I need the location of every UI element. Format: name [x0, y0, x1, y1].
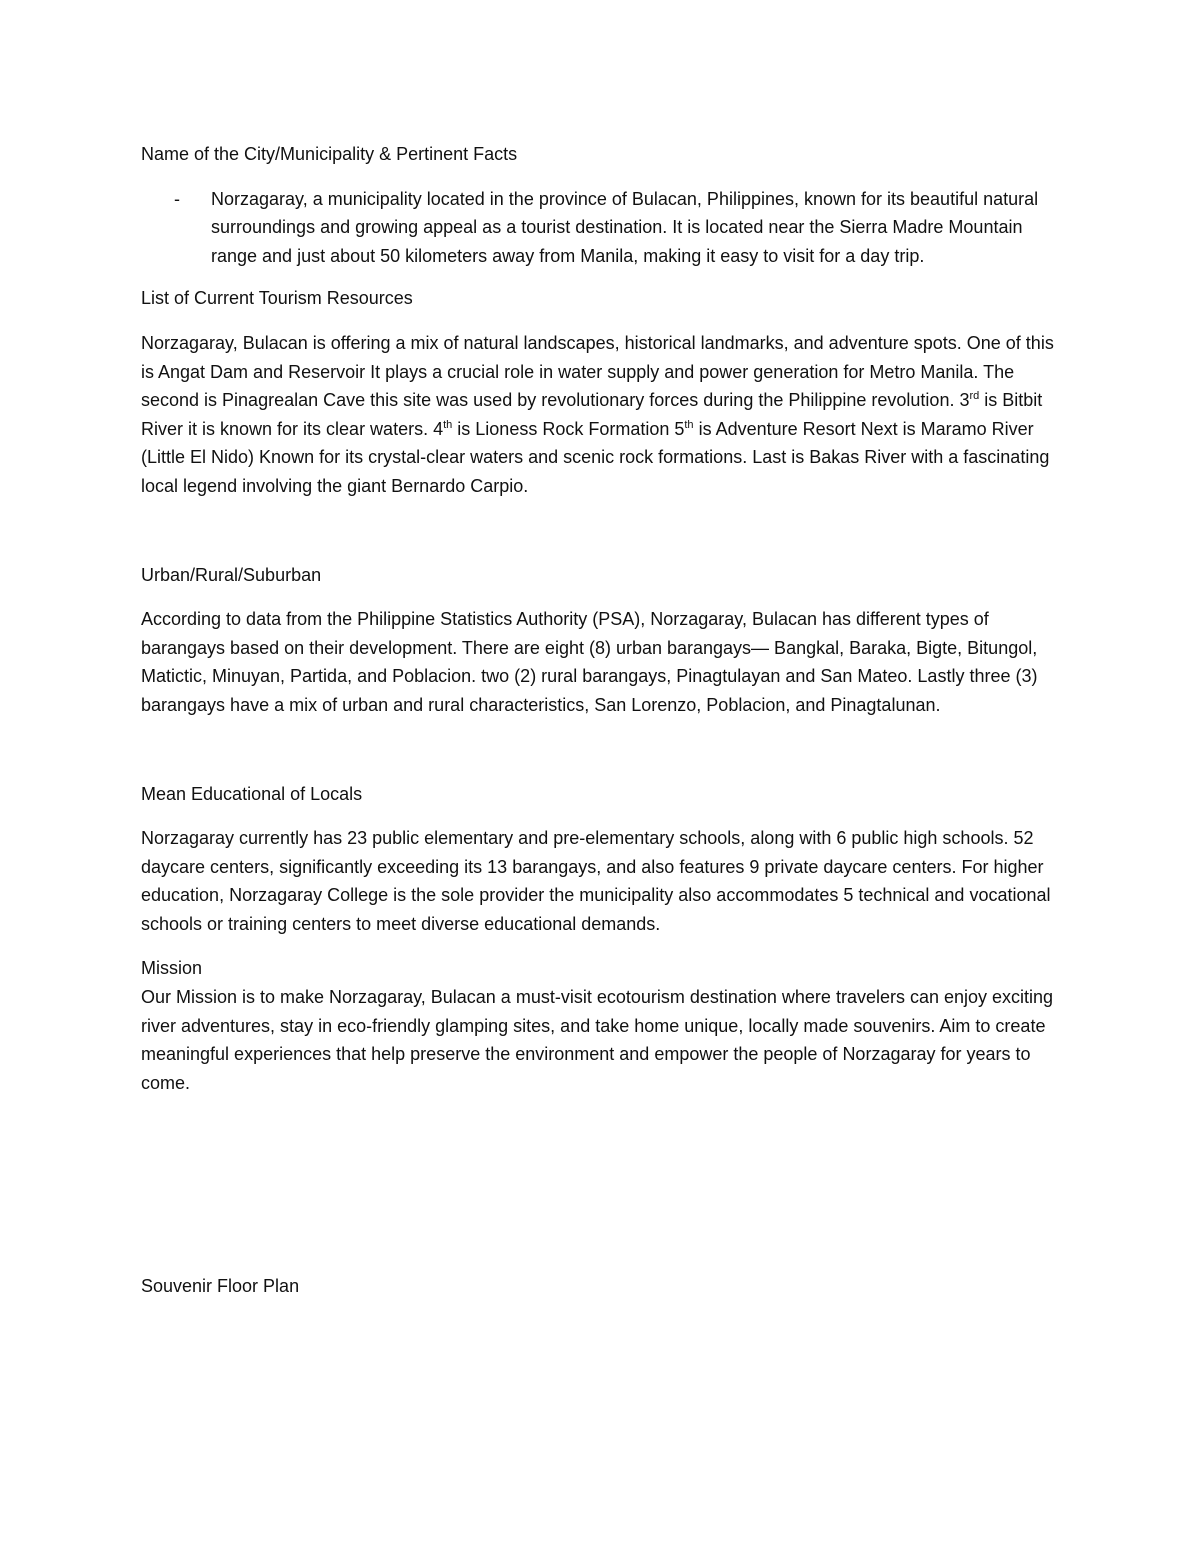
mission-heading: Mission [141, 958, 203, 979]
tourism-text-3: is Lioness Rock Formation 5 [452, 418, 685, 439]
tourism-text-2: is Bitbit River it is known for its clear waters. 4 [141, 390, 1043, 439]
tourism-text-1: Norzagaray, Bulacan is offering a mix of natural landscapes, historical landmarks, and adventure spots. One of this is Angat Dam and Reservoir It plays a crucial role in water supply and power generation for Metro Manila. The second is Pinagrealan Cave this site was used by revolutionary forces during the Philippine revolution. 3 [141, 332, 1054, 411]
facts-heading: Name of the City/Municipality & Pertinent Facts [141, 144, 518, 164]
tourism-heading: List of Current Tourism Resources [141, 288, 413, 309]
education-heading: Mean Educational of Locals [141, 783, 363, 804]
tourism-paragraph [141, 329, 1061, 501]
facts-bullet-text: Norzagaray, a municipality located in the province of Bulacan, Philippines, known for its beautiful natural surroundings and growing appeal as a tourist destination. It is located near the Sierra Madre Mountain range and just about 50 kilometers away from Manila, making it easy to visit for a day trip. [211, 188, 1039, 266]
classification-paragraph: According to data from the Philippine Statistics Authority (PSA), Norzagaray, Bulacan has different types of barangays based on their development. There are eight (8) urban barangays— Bangkal, Baraka, Bigte, Bitungol, Matictic, Minuyan, Partida, and Poblacion. two (2) rural barangays, Pinagtulayan and San Mateo. Lastly three (3) barangays have a mix of urban and rural characteristics, San Lorenzo, Poblacion, and Pinagtalunan. [141, 609, 1038, 715]
ordinal-suffix: rd [969, 390, 980, 403]
ordinal-suffix: th [443, 418, 453, 431]
document-page [141, 140, 1061, 1301]
classification-heading: Urban/Rural/Suburban [141, 564, 322, 585]
mission-paragraph: Our Mission is to make Norzagaray, Bulacan a must-visit ecotourism destination where travelers can enjoy exciting river adventures, stay in eco-friendly glamping sites, and take home unique, locally made souvenirs. Aim to create meaningful experiences that help preserve the environment and empower the people of Norzagaray for years to come. [141, 987, 1054, 1093]
floorplan-heading: Souvenir Floor Plan [141, 1276, 300, 1297]
bullet-marker: - [174, 188, 180, 209]
facts-bullet-item [141, 185, 1061, 271]
ordinal-suffix: th [684, 418, 694, 431]
education-paragraph: Norzagaray currently has 23 public elementary and pre-elementary schools, along with 6 public high schools. 52 daycare centers, significantly exceeding its 13 barangays, and also features 9 private daycare centers. For higher education, Norzagaray College is the sole provider the municipality also accommodates 5 technical and vocational schools or training centers to meet diverse educational demands. [141, 828, 1051, 934]
tourism-text-4: is Adventure Resort Next is Maramo River (Little El Nido) Known for its crystal-clear waters and scenic rock formations. Last is Bakas River with a fascinating local legend involving the giant Bernardo Carpio. [141, 418, 1050, 496]
